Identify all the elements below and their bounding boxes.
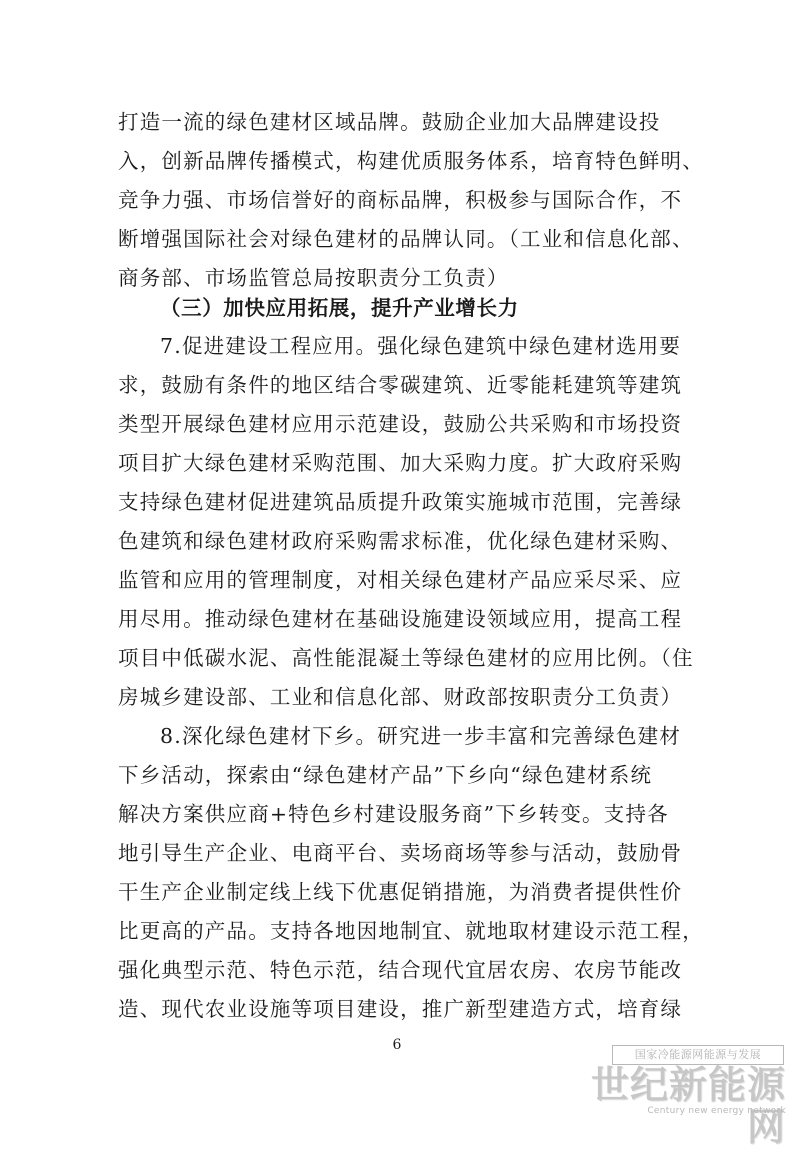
paragraph-line: 解决方案供应商+特色乡村建设服务商”下乡转变。支持各 <box>118 802 669 826</box>
paragraph-line: 支持绿色建材促进建筑品质提升政策实施城市范围，完善绿 <box>118 490 683 514</box>
paragraph-line: 7.促进建设工程应用。强化绿色建筑中绿色建材选用要 <box>160 334 682 358</box>
watermark-top-banner: 国家冷能源网能源与发展 <box>612 1045 784 1065</box>
paragraph-line: 比更高的产品。支持各地因地制宜、就地取材建设示范工程， <box>118 919 704 943</box>
paragraph-line: 断增强国际社会对绿色建材的品牌认同。（工业和信息化部、 <box>118 227 694 251</box>
section-heading: （三）加快应用拓展，提升产业增长力 <box>160 296 519 320</box>
paragraph-line: 商务部、市场监管总局按职责分工负责） <box>118 266 509 290</box>
watermark-logo-text: 世纪新能源网 <box>590 1063 786 1149</box>
watermark-subtitle: Century new energy network <box>647 1106 786 1116</box>
paragraph-line: 入，创新品牌传播模式，构建优质服务体系，培育特色鲜明、 <box>118 149 704 173</box>
paragraph-line: 8.深化绿色建材下乡。研究进一步丰富和完善绿色建材 <box>160 724 682 748</box>
paragraph-line: 干生产企业制定线上线下优惠促销措施，为消费者提供性价 <box>118 880 683 904</box>
paragraph-line: 竞争力强、市场信誉好的商标品牌，积极参与国际合作，不 <box>118 188 683 212</box>
paragraph-line: 房城乡建设部、工业和信息化部、财政部按职责分工负责） <box>118 685 683 709</box>
page-number: 6 <box>392 1037 402 1053</box>
paragraph-line: 打造一流的绿色建材区域品牌。鼓励企业加大品牌建设投 <box>118 110 661 134</box>
paragraph-line: 地引导生产企业、电商平台、卖场商场等参与活动，鼓励骨 <box>118 841 683 865</box>
paragraph-line: 项目中低碳水泥、高性能混凝土等绿色建材的应用比例。（住 <box>118 646 694 670</box>
paragraph-line: 求，鼓励有条件的地区结合零碳建筑、近零能耗建筑等建筑 <box>118 373 683 397</box>
paragraph-line: 监管和应用的管理制度，对相关绿色建材产品应采尽采、应 <box>118 568 683 592</box>
paragraph-line: 色建筑和绿色建材政府采购需求标准，优化绿色建材采购、 <box>118 529 683 553</box>
paragraph-line: 项目扩大绿色建材采购范围、加大采购力度。扩大政府采购 <box>118 451 683 475</box>
paragraph-line: 下乡活动，探索由“绿色建材产品”下乡向“绿色建材系统 <box>118 763 653 787</box>
paragraph-line: 造、现代农业设施等项目建设，推广新型建造方式，培育绿 <box>118 997 683 1021</box>
paragraph-line: 强化典型示范、特色示范，结合现代宜居农房、农房节能改 <box>118 958 683 982</box>
paragraph-line: 类型开展绿色建材应用示范建设，鼓励公共采购和市场投资 <box>118 412 683 436</box>
paragraph-line: 用尽用。推动绿色建材在基础设施建设领域应用，提高工程 <box>118 607 683 631</box>
